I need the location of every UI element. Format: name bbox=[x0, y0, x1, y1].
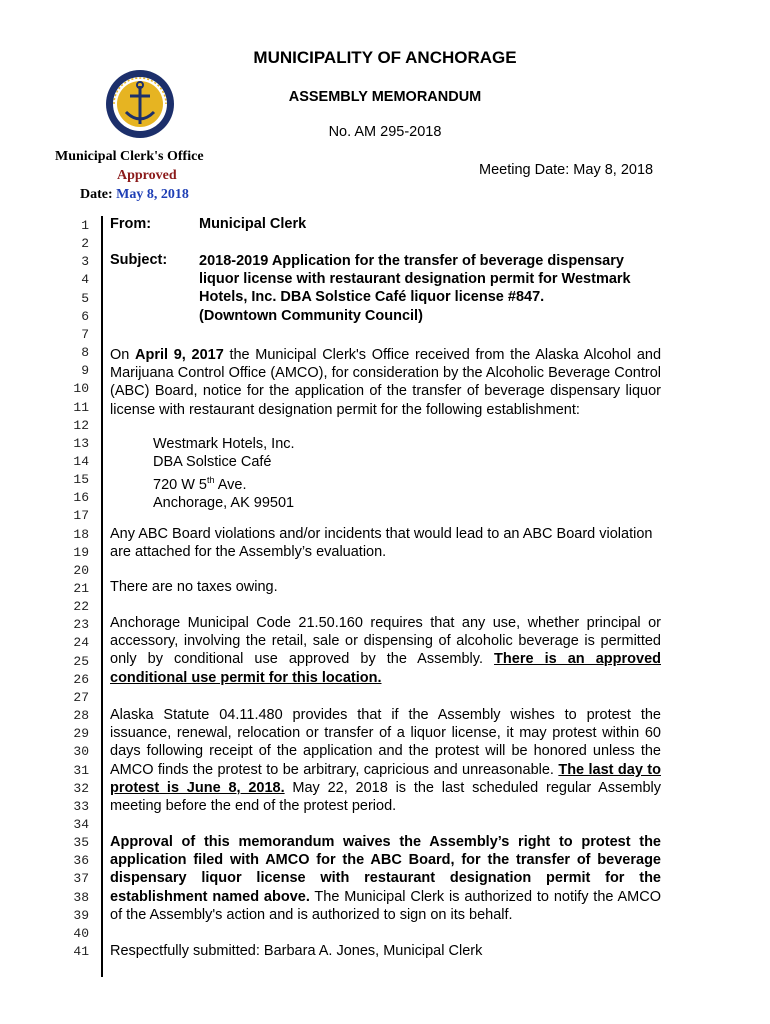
paragraph-receipt: On April 9, 2017 the Municipal Clerk's Office received from the Alaska Alcohol and Marijuana Control Office (AMCO), for consideration by the Alcoholic Beverage Control (ABC) Board, notice for the application of the transfer of beverage dispensary liquor license with restaurant designation permit for the following establishment: bbox=[110, 347, 662, 418]
line-number: 31 bbox=[73, 762, 89, 778]
conditional-use-notice: There is an approved conditional use permit for this location. bbox=[110, 651, 661, 686]
address-line: Anchorage, AK 99501 bbox=[153, 495, 295, 512]
from-value: Municipal Clerk bbox=[199, 216, 307, 232]
line-number: 7 bbox=[81, 326, 89, 342]
establishment-address bbox=[153, 435, 295, 513]
line-number: 38 bbox=[73, 889, 89, 905]
stamp-status: Approved bbox=[117, 168, 177, 183]
subject-line: (Downtown Community Council) bbox=[199, 307, 423, 324]
protest-deadline: The last day to protest is June 8, 2018. bbox=[110, 761, 661, 796]
line-number: 2 bbox=[81, 236, 89, 252]
line-number: 15 bbox=[73, 472, 89, 488]
signoff: Respectfully submitted: Barbara A. Jones, Municipal Clerk bbox=[110, 943, 483, 959]
address-line: DBA Solstice Café bbox=[153, 454, 272, 471]
memo-title: MUNICIPALITY OF ANCHORAGE bbox=[253, 48, 517, 67]
line-number: 3 bbox=[81, 254, 89, 270]
address-line: Westmark Hotels, Inc. bbox=[153, 436, 295, 452]
line-number: 26 bbox=[73, 671, 89, 687]
line-number: 23 bbox=[73, 617, 89, 633]
line-number: 33 bbox=[73, 798, 89, 814]
line-number: 1 bbox=[81, 218, 89, 233]
line-number: 12 bbox=[73, 417, 89, 433]
subject-line: Hotels, Inc. DBA Solstice Café liquor license #847. bbox=[199, 289, 545, 306]
line-number: 4 bbox=[81, 272, 89, 288]
line-number: 40 bbox=[73, 925, 89, 941]
line-number: 21 bbox=[73, 581, 89, 596]
line-number: 35 bbox=[73, 835, 89, 851]
subject-label: Subject: bbox=[110, 252, 168, 268]
line-number: 41 bbox=[73, 944, 89, 959]
line-number: 11 bbox=[73, 399, 89, 415]
paragraph-approval: Approval of this memorandum waives the Assembly’s right to protest the application filed with AMCO for the ABC Board, for the transfer of beverage dispensary liquor license with restaurant designation permit for the establishment named above. The Municipal Clerk is authorized to notify the AMCO of the Assembly's action and is authorized to sign on its behalf. bbox=[110, 834, 662, 923]
line-number: 20 bbox=[73, 562, 89, 578]
stamp-office: Municipal Clerk's Office bbox=[55, 149, 204, 164]
stamp-date-label: Date: bbox=[80, 187, 113, 202]
stamp-date-value: May 8, 2018 bbox=[116, 187, 189, 202]
line-number: 13 bbox=[73, 435, 89, 451]
memo-number: No. AM 295-2018 bbox=[328, 124, 442, 140]
line-number: 19 bbox=[73, 544, 89, 560]
line-number: 37 bbox=[73, 871, 89, 887]
line-number: 17 bbox=[73, 508, 89, 524]
receipt-date: April 9, 2017 bbox=[135, 347, 224, 363]
approval-waiver: Approval of this memorandum waives the Assembly’s right to protest the application filed with AMCO for the ABC Board, for the transfer of beverage dispensary liquor license with restaurant designation permit for the establishment named above. bbox=[110, 834, 661, 905]
line-number: 30 bbox=[73, 744, 89, 760]
approval-stamp bbox=[55, 147, 225, 204]
line-number: 32 bbox=[73, 780, 89, 796]
meeting-date: Meeting Date: May 8, 2018 bbox=[479, 162, 654, 178]
line-number: 14 bbox=[73, 453, 89, 469]
line-number: 18 bbox=[73, 526, 89, 542]
line-number: 34 bbox=[73, 816, 89, 832]
address-line: 720 W 5th Ave. bbox=[153, 475, 247, 494]
paragraph-violations: Any ABC Board violations and/or incidents that would lead to an ABC Board violation are attached for the Assembly’s evaluation. bbox=[110, 526, 653, 561]
line-number: 39 bbox=[73, 907, 89, 923]
from-label: From: bbox=[110, 216, 152, 232]
paragraph-statute: Alaska Statute 04.11.480 provides that if the Assembly wishes to protest the issuance, renewal, relocation or transfer of a liquor license, it may protest within 60 days following receipt of the application and the protest will be honored unless the AMCO finds the protest to be arbitrary, capricious and unreasonable. The last day to protest is June 8, 2018. May 22, 2018 is the last scheduled regular Assembly meeting before the end of the protest period. bbox=[110, 707, 661, 815]
line-number: 28 bbox=[73, 708, 89, 724]
line-number: 22 bbox=[73, 599, 89, 615]
line-number: 8 bbox=[81, 345, 89, 361]
line-number: 25 bbox=[73, 653, 89, 669]
margin-rule bbox=[101, 216, 103, 977]
line-number: 16 bbox=[73, 490, 89, 506]
subject-line: 2018-2019 Application for the transfer of beverage dispensary bbox=[199, 253, 624, 269]
line-number: 9 bbox=[81, 363, 89, 379]
line-number: 24 bbox=[73, 635, 89, 651]
memo-subtitle: ASSEMBLY MEMORANDUM bbox=[288, 89, 482, 105]
subject-line: liquor license with restaurant designation permit for Westmark bbox=[199, 271, 631, 288]
line-number: 10 bbox=[73, 381, 89, 397]
paragraph-taxes: There are no taxes owing. bbox=[110, 579, 278, 595]
stamp-date bbox=[55, 185, 225, 204]
line-number: 5 bbox=[81, 290, 89, 306]
line-number: 36 bbox=[73, 853, 89, 869]
line-number: 27 bbox=[73, 689, 89, 705]
line-number: 29 bbox=[73, 726, 89, 742]
paragraph-municipal-code: Anchorage Municipal Code 21.50.160 requires that any use, whether principal or accessory, involving the retail, sale or dispensing of alcoholic beverage is permitted only by conditional use approved by the Assembly. There is an approved conditional use permit for this location. bbox=[110, 615, 661, 686]
line-number: 6 bbox=[81, 308, 89, 324]
subject-text bbox=[199, 252, 669, 325]
municipality-seal-icon bbox=[104, 66, 176, 142]
